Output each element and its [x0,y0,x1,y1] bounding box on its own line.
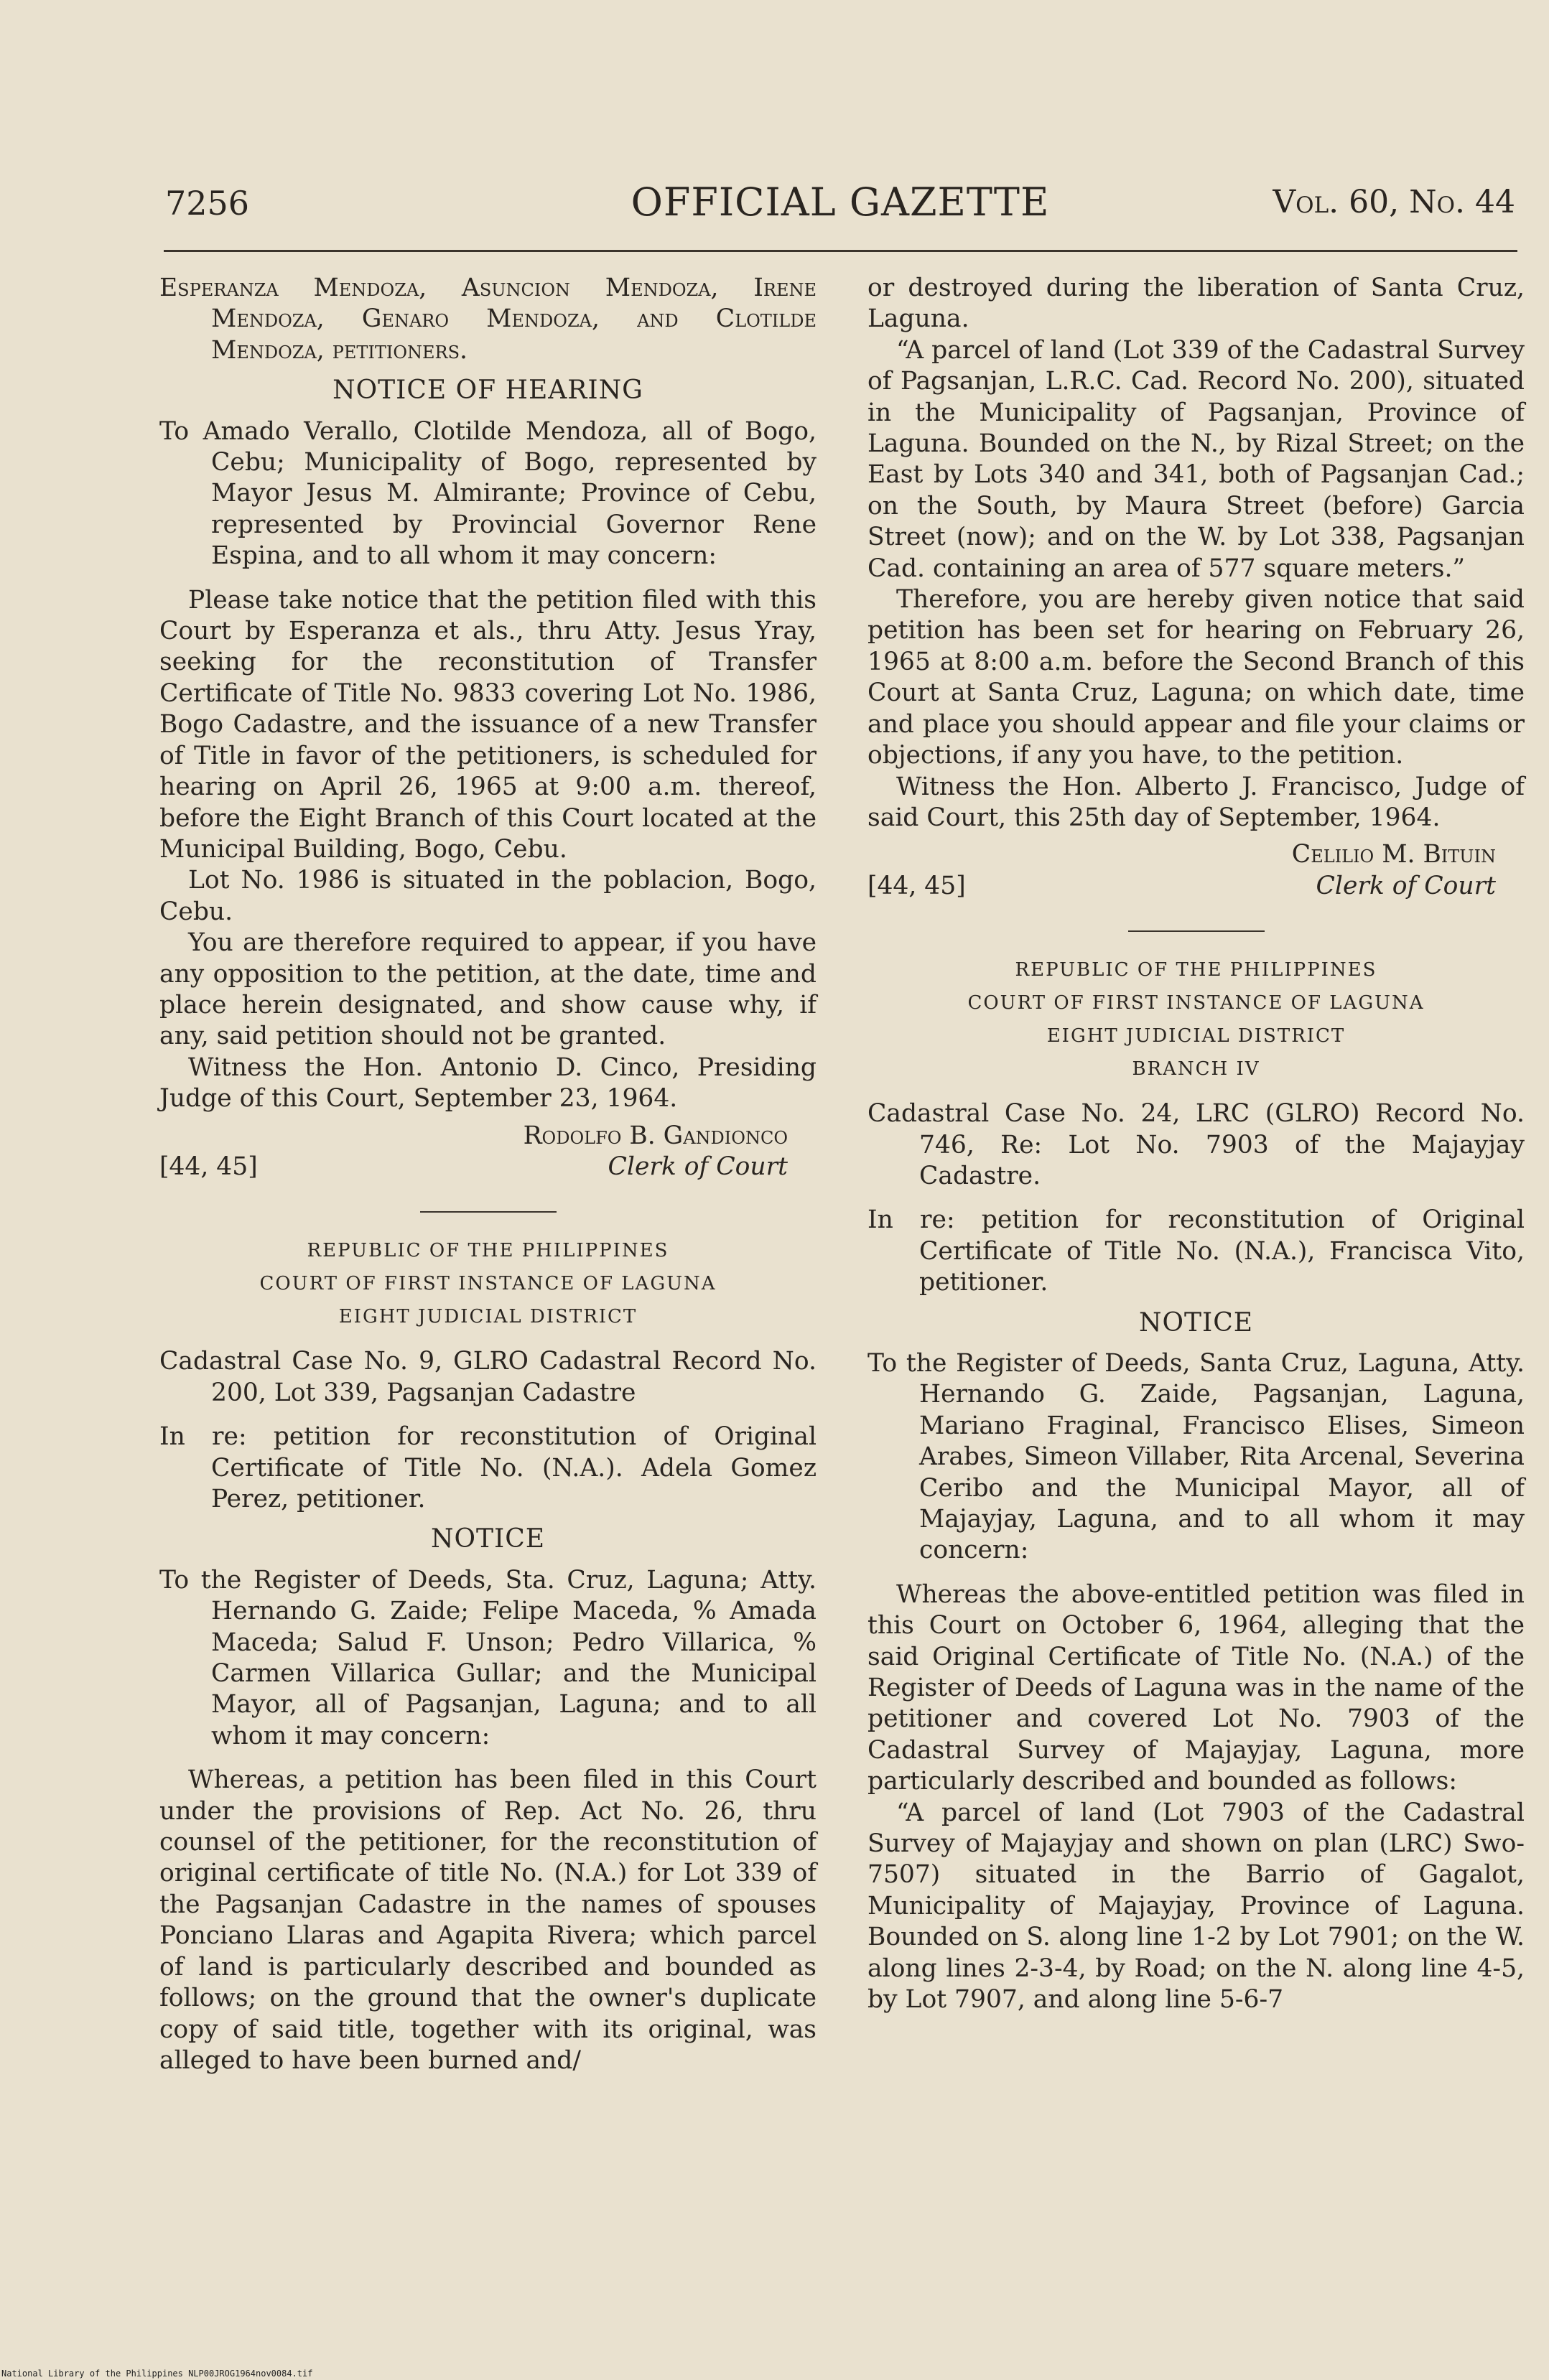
notice-addressees: To Amado Verallo, Clotilde Mendoza, all of Bogo, Cebu; Municipality of Bogo, represented by Mayor Jesus M. Almirante; Province of Cebu, represented by Provincial Governor Rene Espina, and to all whom it may concern: [159,416,817,571]
court-header-district: EIGHT JUDICIAL DISTRICT [1046,1025,1346,1047]
page-header [165,179,1515,237]
right-column [867,273,1525,2016]
in-re-line: In re: petition for reconstitution of Original Certificate of Title No. (N.A.). Adela Gomez Perez, petitioner. [159,1422,817,1513]
header-rule [164,250,1517,252]
publication-title: OFFICIAL GAZETTE [631,179,1050,225]
notice-paragraph: You are therefore required to appear, if you have any opposition to the petition, at the date, time and place herein designated, and show cause why, if any, said petition should not be granted. [159,928,817,1051]
case-title: Cadastral Case No. 24, LRC (GLRO) Record No. 746, Re: Lot No. 7903 of the Majayjay Cadastre. [867,1099,1525,1190]
notice-addressees: To the Register of Deeds, Santa Cruz, Laguna, Atty. Hernando G. Zaide, Pagsanjan, Laguna, Mariano Fraginal, Francisco Elises, Simeon Arabes, Simeon Villaber, Rita Arcenal, Severina Ceribo and the Municipal Mayor, all of Majayjay, Laguna, and to all whom it may concern: [867,1348,1525,1565]
notice-paragraph: Lot No. 1986 is situated in the poblacion, Bogo, Cebu. [159,866,817,926]
case-title: Cadastral Case No. 9, GLRO Cadastral Record No. 200, Lot 339, Pagsanjan Cadastre [159,1347,817,1407]
court-header-republic: REPUBLIC OF THE PHILIPPINES [307,1240,669,1262]
court-header-branch: BRANCH IV [1132,1058,1260,1081]
notice-paragraph: or destroyed during the liberation of Santa Cruz, Laguna. [867,274,1525,334]
notice-addressees: To the Register of Deeds, Sta. Cruz, Laguna; Atty. Hernando G. Zaide; Felipe Maceda, % Amada Maceda; Salud F. Unson; Pedro Villarica, % Carmen Villarica Gullar; and the Municipal Mayor, all of Pagsanjan, Laguna; and to all whom it may concern: [159,1565,817,1750]
section-divider [1128,930,1265,932]
court-header-court: COURT OF FIRST INSTANCE OF LAGUNA [259,1273,717,1295]
court-header-district: EIGHT JUDICIAL DISTRICT [338,1306,638,1328]
notice-paragraph: Whereas, a petition has been filed in this Court under the provisions of Rep. Act No. 26, thru counsel of the petitioner, for the reconstitution of original certificate of title No. (N.A.) for Lot 339 of the Pagsanjan Cadastre in the names of spouses Ponciano Llaras and Agapita Rivera; which parcel of land is particularly described and bounded as follows; on the ground that the owner's duplicate copy of said title, together with its original, was alleged to have been burned and/ [159,1765,817,2075]
clerk-name: Rodolfo B. Gandionco [523,1121,788,1150]
notice-heading: NOTICE [1138,1307,1254,1338]
land-description: “A parcel of land (Lot 339 of the Cadastral Survey of Pagsanjan, L.R.C. Cad. Record No. 200), situated in the Municipality of Pagsanjan, Province of Laguna. Bounded on the N., by Rizal Street; on the East by Lots 340 and 341, both of Pagsanjan Cad.; on the South, by Maura Street (before) Garcia Street (now); and on the W. by Lot 338, Pagsanjan Cad. containing an area of 577 square meters.” [867,335,1525,583]
land-description: “A parcel of land (Lot 7903 of the Cadastral Survey of Majayjay and shown on plan (LRC) Swo-7507) situated in the Barrio of Gagalot, Municipality of Majayjay, Province of Laguna. Bounded on S. along line 1-2 by Lot 7901; on the W. along lines 2-3-4, by Road; on the N. along line 4-5, by Lot 7907, and along line 5-6-7 [867,1798,1525,2015]
clerk-title: Clerk of Court [1316,871,1496,900]
court-header-republic: REPUBLIC OF THE PHILIPPINES [1015,959,1377,981]
petitioners-line: Esperanza Mendoza, Asuncion Mendoza, Irene Mendoza, Genaro Mendoza, and Clotilde Mendoza, petitioners. [159,274,817,365]
notice-paragraph: Therefore, you are hereby given notice that said petition has been set for hearing on February 26, 1965 at 8:00 a.m. before the Second Branch of this Court at Santa Cruz, Laguna; on which date, time and place you should appear and file your claims or objections, if any you have, to the petition. [867,585,1525,770]
volume-number: Vol. 60, No. 44 [1273,184,1515,220]
in-re-line: In re: petition for reconstitution of Original Certificate of Title No. (N.A.), Francisca Vito, petitioner. [867,1205,1525,1297]
left-column [159,273,817,2076]
signature-block [159,1121,817,1183]
notice-paragraph: Witness the Hon. Antonio D. Cinco, Presiding Judge of this Court, September 23, 1964. [159,1053,817,1114]
section-divider [420,1211,557,1213]
signature-block [867,839,1525,902]
issue-reference: [44, 45] [159,1152,258,1181]
notice-paragraph: Please take notice that the petition filed with this Court by Esperanza et als., thru Atty. Jesus Yray, seeking for the reconstitution of Transfer Certificate of Title No. 9833 covering Lot No. 1986, Bogo Cadastre, and the issuance of a new Transfer of Title in favor of the petitioners, is scheduled for hearing on April 26, 1965 at 9:00 a.m. thereof, before the Eight Branch of this Court located at the Municipal Building, Bogo, Cebu. [159,585,817,864]
clerk-name: Celilio M. Bituin [1291,840,1496,869]
issue-reference: [44, 45] [867,871,966,900]
notice-heading: NOTICE [430,1524,546,1554]
clerk-title: Clerk of Court [608,1152,788,1181]
notice-paragraph: Whereas the above-entitled petition was filed in this Court on October 6, 1964, alleging that the said Original Certificate of Title No. (N.A.) of the Register of Deeds of Laguna was in the name of the petitioner and covered Lot No. 7903 of the Cadastral Survey of Majayjay, Laguna, more particularly described and bounded as follows: [867,1579,1525,1796]
page-number: 7256 [165,184,250,223]
scan-footer: National Library of the Philippines NLP00JROG1964nov0084.tif [1,2369,313,2379]
court-header-court: COURT OF FIRST INSTANCE OF LAGUNA [967,992,1425,1014]
notice-paragraph: Witness the Hon. Alberto J. Francisco, Judge of said Court, this 25th day of September, 1964. [867,772,1525,832]
notice-of-hearing-heading: NOTICE OF HEARING [332,375,643,406]
